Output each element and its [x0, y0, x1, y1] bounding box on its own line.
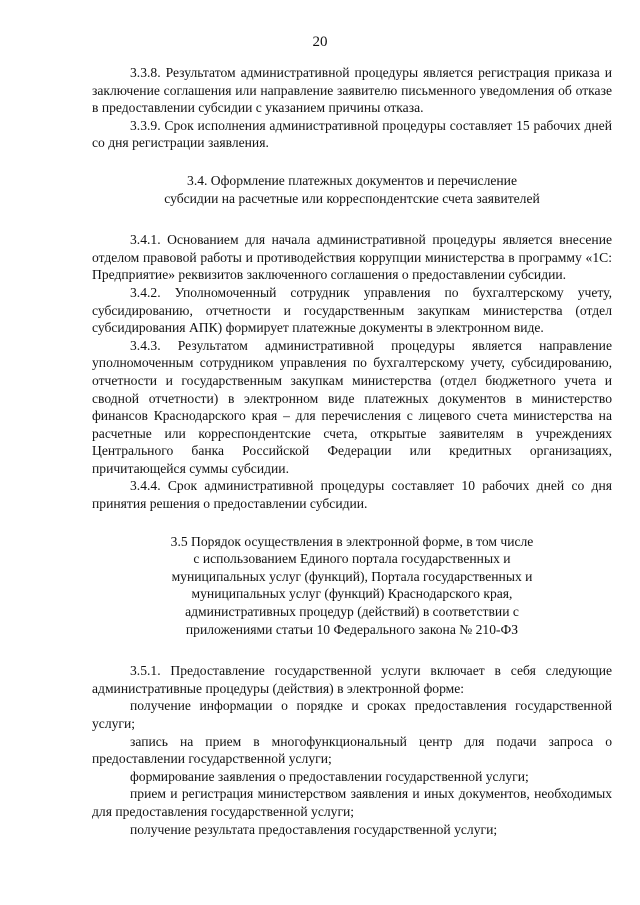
page-number: 20 — [312, 34, 328, 50]
heading-line: с использованием Единого портала государственных и — [193, 551, 511, 567]
heading-line: приложениями статьи 10 Федерального закона № 210-ФЗ — [185, 621, 519, 637]
paragraph-3-4-3: 3.4.3. Результатом административной процедуры является направление уполномоченным сотрудником управления по бухгалтерскому учету, субсидированию, отчетности и государственным закупкам министерства (отдел бюджетного учета и сводной отчетности) в электронном виде платежных документов в министерство финансов Краснодарского края – для перечисления с лицевого счета министерства на расчетные или корреспондентские счета, открытые заявителям в учреждениях Центрального банка Российской Федерации или кредитных организациях, причитающейся суммы субсидии. — [92, 337, 612, 476]
section-heading-3-5 — [92, 533, 612, 639]
paragraph-3-4-2: 3.4.2. Уполномоченный сотрудник управления по бухгалтерскому учету, субсидированию, отчетности и государственным закупкам министерства (отдел субсидирования АПК) формирует платежные документы в электронном виде. — [92, 284, 612, 336]
section-heading-3-4 — [92, 172, 612, 207]
list-item: формирование заявления о предоставлении государственной услуги; — [130, 768, 529, 784]
paragraph-3-5-1: 3.5.1. Предоставление государственной услуги включает в себя следующие административные процедуры (действия) в электронной форме: — [92, 663, 612, 696]
heading-line: субсидии на расчетные или корреспондентские счета заявителей — [164, 190, 540, 206]
list-item: прием и регистрация министерством заявления и иных документов, необходимых для предоставления государственной услуги; — [92, 786, 612, 819]
page-content — [92, 64, 612, 838]
paragraph-3-3-9: 3.3.9. Срок исполнения административной процедуры составляет 15 рабочих дней со дня регистрации заявления. — [92, 117, 612, 151]
list-item: получение результата предоставления государственной услуги; — [130, 821, 498, 837]
heading-line: муниципальных услуг (функций) Краснодарского края, — [191, 586, 513, 602]
heading-line: 3.4. Оформление платежных документов и перечисление — [187, 172, 517, 188]
list-item: запись на прием в многофункциональный центр для подачи запроса о предоставлении государственной услуги; — [92, 733, 612, 767]
heading-line: муниципальных услуг (функций), Портала государственных и — [171, 568, 533, 584]
list-item: получение информации о порядке и сроках предоставления государственной услуги; — [92, 698, 612, 731]
heading-line: административных процедур (действий) в соответствии с — [185, 604, 519, 620]
paragraph-3-4-1: 3.4.1. Основанием для начала административной процедуры является внесение отделом правовой работы и противодействия коррупции министерства в программу «1С: Предприятие» реквизитов заключенного соглашения о предоставлении субсидии. — [92, 232, 612, 283]
paragraph-3-3-8: 3.3.8. Результатом административной процедуры является регистрация приказа и заключение соглашения или направление заявителю письменного уведомления об отказе в предоставлении субсидии с указанием причины отказа. — [92, 65, 612, 116]
paragraph-3-4-4: 3.4.4. Срок административной процедуры составляет 10 рабочих дней со дня принятия решения о предоставлении субсидии. — [92, 478, 612, 512]
heading-line: 3.5 Порядок осуществления в электронной форме, в том числе — [170, 533, 534, 549]
